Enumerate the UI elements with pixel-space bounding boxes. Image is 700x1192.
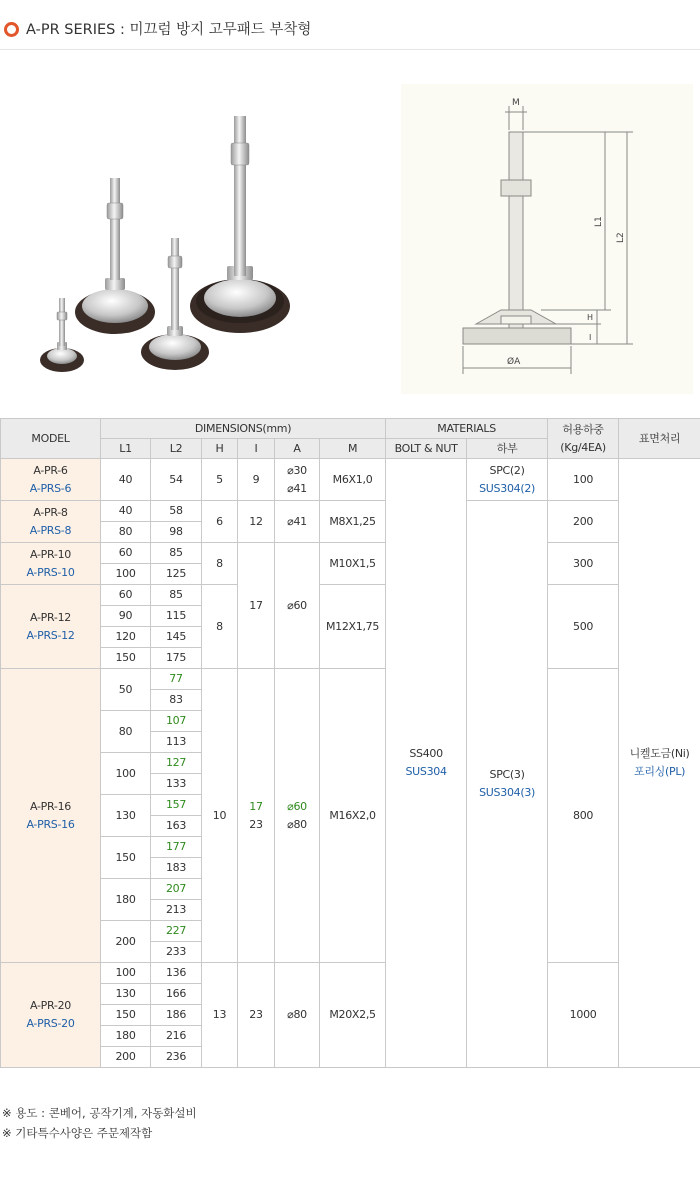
dim-l2-label: L2 xyxy=(616,232,626,243)
th-i: I xyxy=(238,439,275,459)
cell-l1: 150 xyxy=(101,837,151,879)
cell-l1: 130 xyxy=(101,984,151,1005)
cell-l2: 115 xyxy=(151,606,202,627)
cell-m: M8X1,25 xyxy=(320,501,386,543)
cell-a: ⌀80 xyxy=(275,963,320,1068)
th-materials: MATERIALS xyxy=(386,419,548,439)
cell-bolt-nut: SS400 SUS304 xyxy=(386,459,467,1068)
foot-large xyxy=(190,116,290,333)
cell-l2: 227 xyxy=(151,921,202,942)
cell-l2: 236 xyxy=(151,1047,202,1068)
th-l2: L2 xyxy=(151,439,202,459)
th-base: 하부 xyxy=(467,439,548,459)
dim-h-label: H xyxy=(587,313,594,322)
cell-i: 9 xyxy=(238,459,275,501)
cell-l1: 40 xyxy=(101,501,151,522)
th-dimensions: DIMENSIONS(mm) xyxy=(101,419,386,439)
cell-i: 17 xyxy=(238,543,275,669)
th-l1: L1 xyxy=(101,439,151,459)
th-bolt-nut: BOLT & NUT xyxy=(386,439,467,459)
cell-l2: 133 xyxy=(151,774,202,795)
cell-l2: 186 xyxy=(151,1005,202,1026)
foot-medium xyxy=(75,178,155,334)
cell-l2: 77 xyxy=(151,669,202,690)
cell-l2: 163 xyxy=(151,816,202,837)
dim-i-label: I xyxy=(589,333,592,342)
cell-m: M12X1,75 xyxy=(320,585,386,669)
technical-drawing xyxy=(401,84,693,394)
cell-load: 300 xyxy=(548,543,619,585)
cell-l1: 80 xyxy=(101,522,151,543)
cell-a: ⌀30 ⌀41 xyxy=(275,459,320,501)
header-divider xyxy=(0,49,700,50)
th-surface: 표면처리 xyxy=(619,419,700,459)
dim-m-label: M xyxy=(512,98,520,108)
cell-h: 5 xyxy=(202,459,238,501)
cell-base: SPC(2) SUS304(2) xyxy=(467,459,548,501)
cell-load: 1000 xyxy=(548,963,619,1068)
cell-l2: 233 xyxy=(151,942,202,963)
cell-l2: 58 xyxy=(151,501,202,522)
cell-l2: 213 xyxy=(151,900,202,921)
cell-load: 800 xyxy=(548,669,619,963)
spec-table xyxy=(0,418,700,1068)
note-usage: ※ 용도 : 콘베어, 공작기계, 자동화설비 xyxy=(2,1106,197,1120)
cell-l2: 85 xyxy=(151,543,202,564)
cell-l1: 60 xyxy=(101,543,151,564)
cell-surface: 니켈도금(Ni) 포리싱(PL) xyxy=(619,459,700,1068)
cell-l2: 183 xyxy=(151,858,202,879)
th-m: M xyxy=(320,439,386,459)
cell-l1: 150 xyxy=(101,648,151,669)
th-h: H xyxy=(202,439,238,459)
th-load: 허용하중 (Kg/4EA) xyxy=(548,419,619,459)
notes xyxy=(2,1103,197,1143)
cell-load: 500 xyxy=(548,585,619,669)
cell-load: 100 xyxy=(548,459,619,501)
cell-h: 10 xyxy=(202,669,238,963)
th-a: A xyxy=(275,439,320,459)
cell-a: ⌀60 ⌀80 xyxy=(275,669,320,963)
cell-i: 23 xyxy=(238,963,275,1068)
cell-l1: 100 xyxy=(101,753,151,795)
cell-i: 12 xyxy=(238,501,275,543)
cell-h: 8 xyxy=(202,543,238,585)
cell-l1: 90 xyxy=(101,606,151,627)
page-title: A-PR SERIES : 미끄럼 방지 고무패드 부착형 xyxy=(26,22,312,38)
cell-m: M10X1,5 xyxy=(320,543,386,585)
dim-a-label: ØA xyxy=(507,357,521,367)
dim-l1-label: L1 xyxy=(594,216,604,227)
cell-load: 200 xyxy=(548,501,619,543)
th-model: MODEL xyxy=(1,419,101,459)
cell-l2: 166 xyxy=(151,984,202,1005)
model-cell: A-PR-6 A-PRS-6 xyxy=(1,459,101,501)
cell-a: ⌀60 xyxy=(275,543,320,669)
cell-l2: 125 xyxy=(151,564,202,585)
cell-h: 13 xyxy=(202,963,238,1068)
cell-l2: 113 xyxy=(151,732,202,753)
model-cell: A-PR-20 A-PRS-20 xyxy=(1,963,101,1068)
cell-l2: 216 xyxy=(151,1026,202,1047)
cell-l2: 54 xyxy=(151,459,202,501)
cell-l1: 100 xyxy=(101,963,151,984)
cell-l1: 60 xyxy=(101,585,151,606)
cell-l1: 200 xyxy=(101,921,151,963)
cell-l2: 207 xyxy=(151,879,202,900)
cell-l2: 175 xyxy=(151,648,202,669)
cell-l1: 120 xyxy=(101,627,151,648)
cell-m: M20X2,5 xyxy=(320,963,386,1068)
model-cell: A-PR-10 A-PRS-10 xyxy=(1,543,101,585)
cell-l1: 80 xyxy=(101,711,151,753)
cell-l2: 83 xyxy=(151,690,202,711)
cell-l1: 200 xyxy=(101,1047,151,1068)
cell-l1: 100 xyxy=(101,564,151,585)
cell-l1: 180 xyxy=(101,1026,151,1047)
cell-l1: 130 xyxy=(101,795,151,837)
note-custom: ※ 기타특수사양은 주문제작함 xyxy=(2,1126,153,1140)
cell-l2: 85 xyxy=(151,585,202,606)
cell-l2: 127 xyxy=(151,753,202,774)
cell-l1: 180 xyxy=(101,879,151,921)
cell-l2: 177 xyxy=(151,837,202,858)
model-cell: A-PR-8 A-PRS-8 xyxy=(1,501,101,543)
cell-h: 8 xyxy=(202,585,238,669)
cell-base-shared: SPC(3) SUS304(3) xyxy=(467,501,548,1068)
page-header xyxy=(0,0,700,54)
cell-l2: 107 xyxy=(151,711,202,732)
cell-l2: 145 xyxy=(151,627,202,648)
cell-l1: 50 xyxy=(101,669,151,711)
cell-i: 17 23 xyxy=(238,669,275,963)
cell-l1: 40 xyxy=(101,459,151,501)
cell-m: M16X2,0 xyxy=(320,669,386,963)
cell-l2: 98 xyxy=(151,522,202,543)
cell-l2: 157 xyxy=(151,795,202,816)
cell-m: M6X1,0 xyxy=(320,459,386,501)
bullet-circle-icon xyxy=(4,22,19,37)
cell-h: 6 xyxy=(202,501,238,543)
cell-a: ⌀41 xyxy=(275,501,320,543)
product-photo xyxy=(20,98,310,398)
cell-l2: 136 xyxy=(151,963,202,984)
cell-l1: 150 xyxy=(101,1005,151,1026)
model-cell: A-PR-16 A-PRS-16 xyxy=(1,669,101,963)
model-cell: A-PR-12 A-PRS-12 xyxy=(1,585,101,669)
